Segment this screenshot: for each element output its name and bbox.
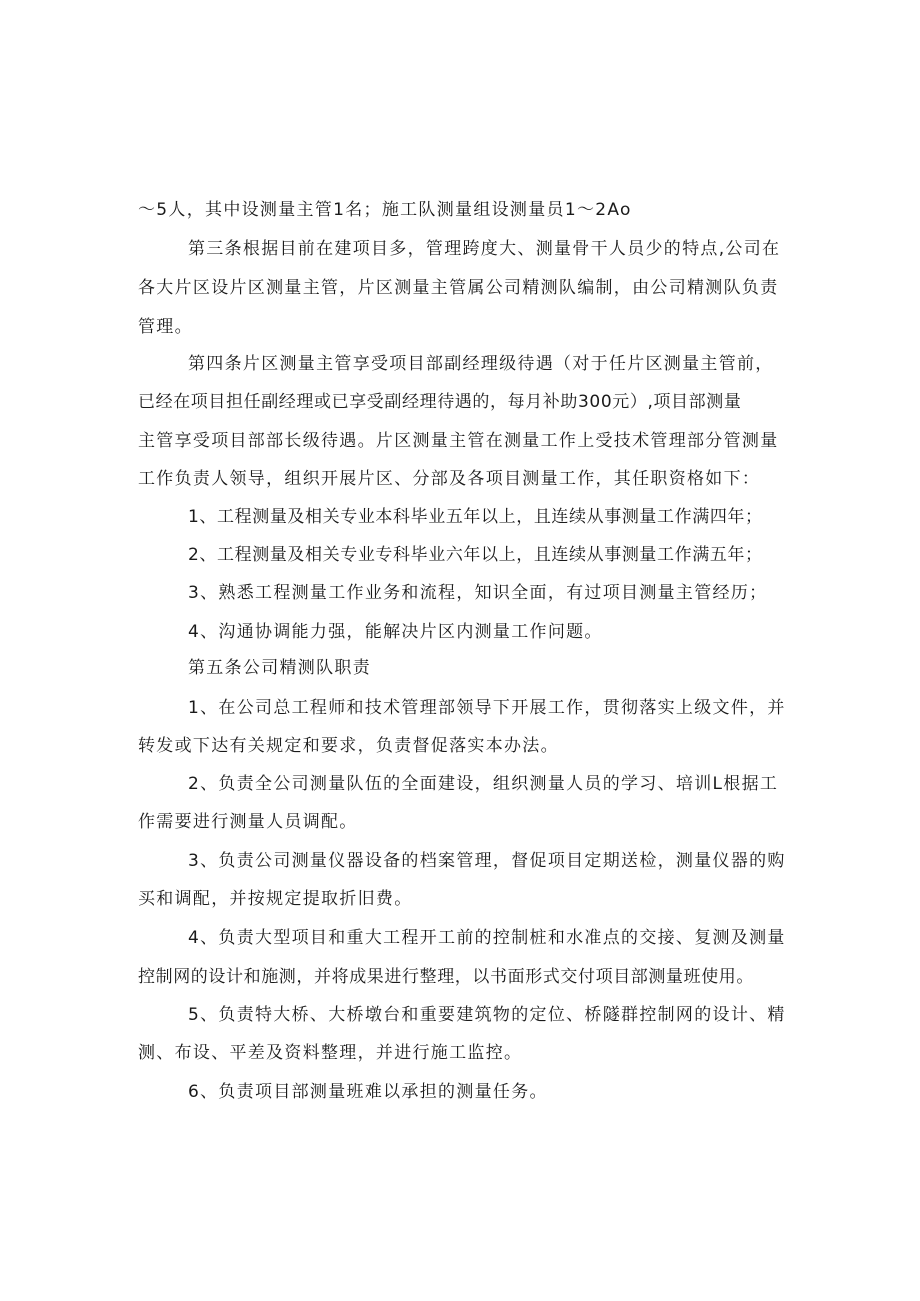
paragraph-line: ～5人，其中设测量主管1名；施工队测量组设测量员1～2Ao [138,200,632,220]
paragraph-line: 控制网的设计和施测，并将成果进行整理，以书面形式交付项目部测量班使用。 [138,967,754,987]
paragraph-line: 作需要进行测量人员调配。 [138,812,358,832]
list-item: 1、工程测量及相关专业本科毕业五年以上，且连续从事测量工作满四年； [188,507,763,527]
article-five-heading: 第五条公司精测队职责 [188,658,371,678]
list-item: 6、负责项目部测量班难以承担的测量任务。 [188,1082,548,1102]
paragraph-line: 管理。 [138,317,193,337]
list-item: 2、负责全公司测量队伍的全面建设，组织测量人员的学习、培训L根据工 [188,774,779,794]
paragraph-line: 买和调配，并按规定提取折旧费。 [138,889,413,909]
paragraph-line: 主管享受项目部部长级待遇。片区测量主管在测量工作上受技术管理部分管测量 [138,431,779,451]
article-three-heading-line: 第三条根据目前在建项目多，管理跨度大、测量骨干人员少的特点,公司在 [188,239,781,259]
list-item: 1、在公司总工程师和技术管理部领导下开展工作，贯彻落实上级文件，并 [188,698,786,718]
list-item: 3、负责公司测量仪器设备的档案管理，督促项目定期送检，测量仪器的购 [188,851,786,871]
paragraph-line: 各大片区设片区测量主管，片区测量主管属公司精测队编制，由公司精测队负责 [138,278,779,298]
paragraph-line: 已经在项目担任副经理或已享受副经理待遇的，每月补助300元）,项目部测量 [138,392,742,412]
list-item: 3、熟悉工程测量工作业务和流程，知识全面，有过项目测量主管经历； [188,583,768,603]
list-item: 2、工程测量及相关专业专科毕业六年以上，且连续从事测量工作满五年； [188,545,763,565]
paragraph-line: 转发或下达有关规定和要求，负责督促落实本办法。 [138,736,559,756]
article-four-heading-line: 第四条片区测量主管享受项目部副经理级待遇（对于任片区测量主管前， [188,354,774,374]
list-item: 4、沟通协调能力强，能解决片区内测量工作问题。 [188,622,603,642]
list-item: 5、负责特大桥、大桥墩台和重要建筑物的定位、桥隧群控制网的设计、精 [188,1005,786,1025]
paragraph-line: 测、布设、平差及资料整理，并进行施工监控。 [138,1043,523,1063]
paragraph-line: 工作负责人领导，组织开展片区、分部及各项目测量工作，其任职资格如下： [138,469,761,489]
list-item: 4、负责大型项目和重大工程开工前的控制桩和水准点的交接、复测及测量 [188,928,786,948]
